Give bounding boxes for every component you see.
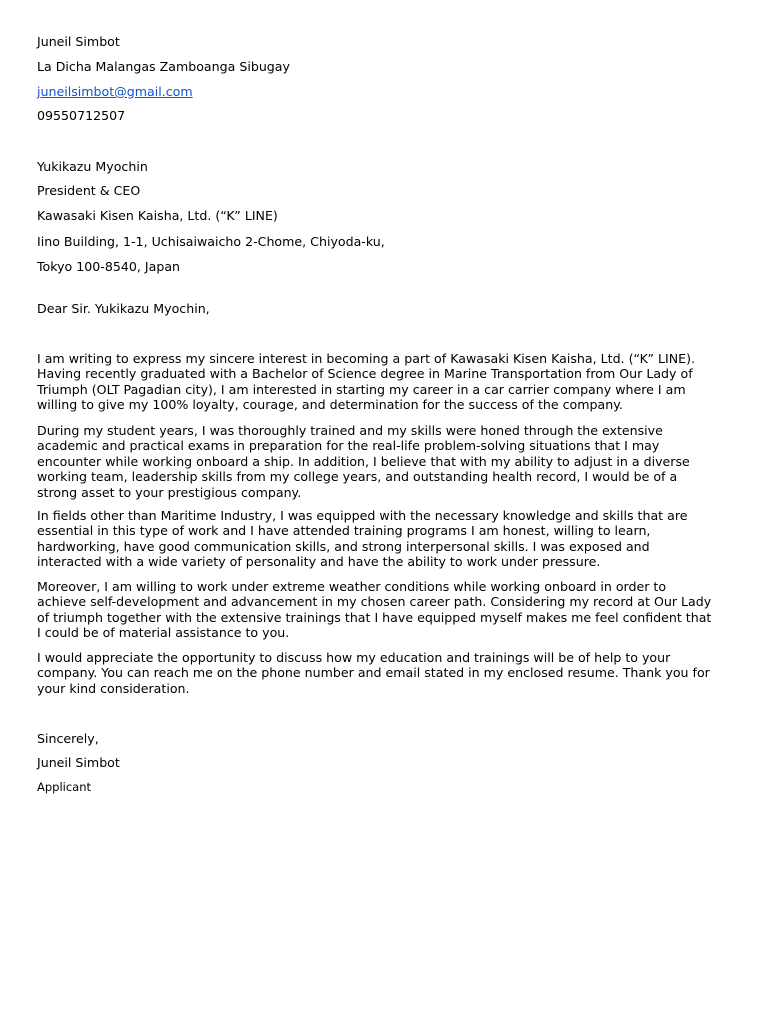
recipient-company: Kawasaki Kisen Kaisha, Ltd. (“K” LINE)	[37, 208, 278, 223]
paragraph-line: Having recently graduated with a Bachelor of Science degree in Marine Transportation from Our Lady of	[37, 366, 693, 382]
paragraph-line: academic and practical exams in preparation for the real-life problem-solving situations that I may	[37, 438, 660, 454]
salutation: Dear Sir. Yukikazu Myochin,	[37, 301, 210, 316]
paragraph-line: company. You can reach me on the phone number and email stated in my enclosed resume. Thank you for	[37, 665, 710, 681]
paragraph-line: of triumph together with the extensive trainings that I have equipped myself makes me feel confident that	[37, 609, 712, 625]
signature-role: Applicant	[37, 780, 92, 794]
sender-name: Juneil Simbot	[37, 34, 120, 49]
paragraph-line: Triumph (OLT Pagadian city), I am interested in starting my career in a car carrier company where I am	[37, 381, 686, 397]
recipient-address-line1: Iino Building, 1-1, Uchisaiwaicho 2-Chome, Chiyoda-ku,	[37, 234, 385, 249]
body-paragraph-2	[37, 423, 737, 500]
paragraph-line: I would appreciate the opportunity to discuss how my education and trainings will be of help to your	[37, 650, 671, 665]
sender-email-link[interactable]: juneilsimbot@gmail.com	[37, 84, 193, 99]
signature-name: Juneil Simbot	[37, 755, 120, 770]
paragraph-line: During my student years, I was thoroughly trained and my skills were honed through the extensive	[37, 423, 663, 438]
paragraph-line: I am writing to express my sincere interest in becoming a part of Kawasaki Kisen Kaisha, Ltd. (“K” LINE).	[37, 351, 696, 366]
paragraph-line: strong asset to your prestigious company.	[37, 484, 302, 500]
recipient-title: President & CEO	[37, 183, 141, 198]
paragraph-line: willing to give my 100% loyalty, courage, and determination for the success of the company.	[37, 397, 623, 413]
paragraph-line: essential in this type of work and I have attended training programs I am honest, willing to learn,	[37, 523, 651, 539]
paragraph-line: your kind consideration.	[37, 680, 190, 696]
body-paragraph-3	[37, 508, 737, 570]
paragraph-line: Moreover, I am willing to work under extreme weather conditions while working onboard in order to	[37, 579, 667, 594]
recipient-address-line2: Tokyo 100-8540, Japan	[37, 259, 181, 274]
body-paragraph-4	[37, 579, 737, 641]
paragraph-line: encounter while working onboard a ship. In addition, I believe that with my ability to adjust in a diverse	[37, 453, 690, 469]
paragraph-line: In fields other than Maritime Industry, I was equipped with the necessary knowledge and skills that are	[37, 508, 688, 523]
sender-address: La Dicha Malangas Zamboanga Sibugay	[37, 59, 290, 74]
sender-phone: 09550712507	[37, 108, 126, 123]
paragraph-line: I could be of material assistance to you.	[37, 625, 290, 641]
paragraph-line: hardworking, have good communication skills, and strong interpersonal skills. I was exposed and	[37, 538, 650, 554]
paragraph-line: working team, leadership skills from my college years, and outstanding health record, I would be of a	[37, 469, 678, 485]
valediction: Sincerely,	[37, 731, 99, 746]
body-paragraph-1	[37, 351, 737, 413]
recipient-name: Yukikazu Myochin	[37, 159, 148, 174]
paragraph-line: interacted with a wide variety of personality and have the ability to work under pressure.	[37, 554, 601, 570]
body-paragraph-5	[37, 650, 737, 696]
paragraph-line: achieve self-development and advancement in my chosen career path. Considering my record at Our Lady	[37, 594, 712, 610]
